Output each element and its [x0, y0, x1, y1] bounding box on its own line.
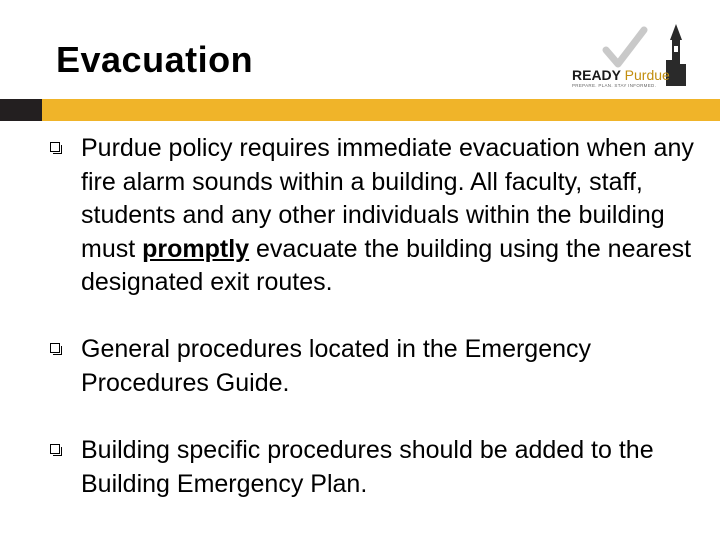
ready-purdue-logo — [566, 20, 690, 92]
title-rule-dark-segment — [0, 99, 42, 121]
square-bullet-icon — [50, 343, 60, 353]
bullet-text — [81, 132, 697, 300]
logo-word-purdue: Purdue — [624, 67, 670, 83]
square-bullet-icon — [50, 444, 60, 454]
logo-wordmark — [572, 67, 670, 83]
title-rule-gold-bar — [42, 99, 720, 121]
bullet-text: General procedures located in the Emergency Procedures Guide. — [81, 335, 592, 397]
slide-title: Evacuation — [56, 39, 254, 80]
bullet-text: Building specific procedures should be added to the Building Emergency Plan. — [81, 436, 654, 498]
logo-tagline: PREPARE. PLAN. STAY INFORMED. — [572, 83, 657, 88]
bullet-text-part: Purdue policy requires immediate evacuation when any fire alarm sounds within a building. All faculty, staff, students and any other individuals within the building must — [81, 134, 694, 263]
logo-word-ready: READY — [572, 67, 621, 83]
bullet-text-part: evacuate the building using the nearest designated exit routes. — [81, 234, 692, 296]
bullet-emphasis: promptly — [142, 234, 250, 263]
square-bullet-icon — [50, 142, 60, 152]
